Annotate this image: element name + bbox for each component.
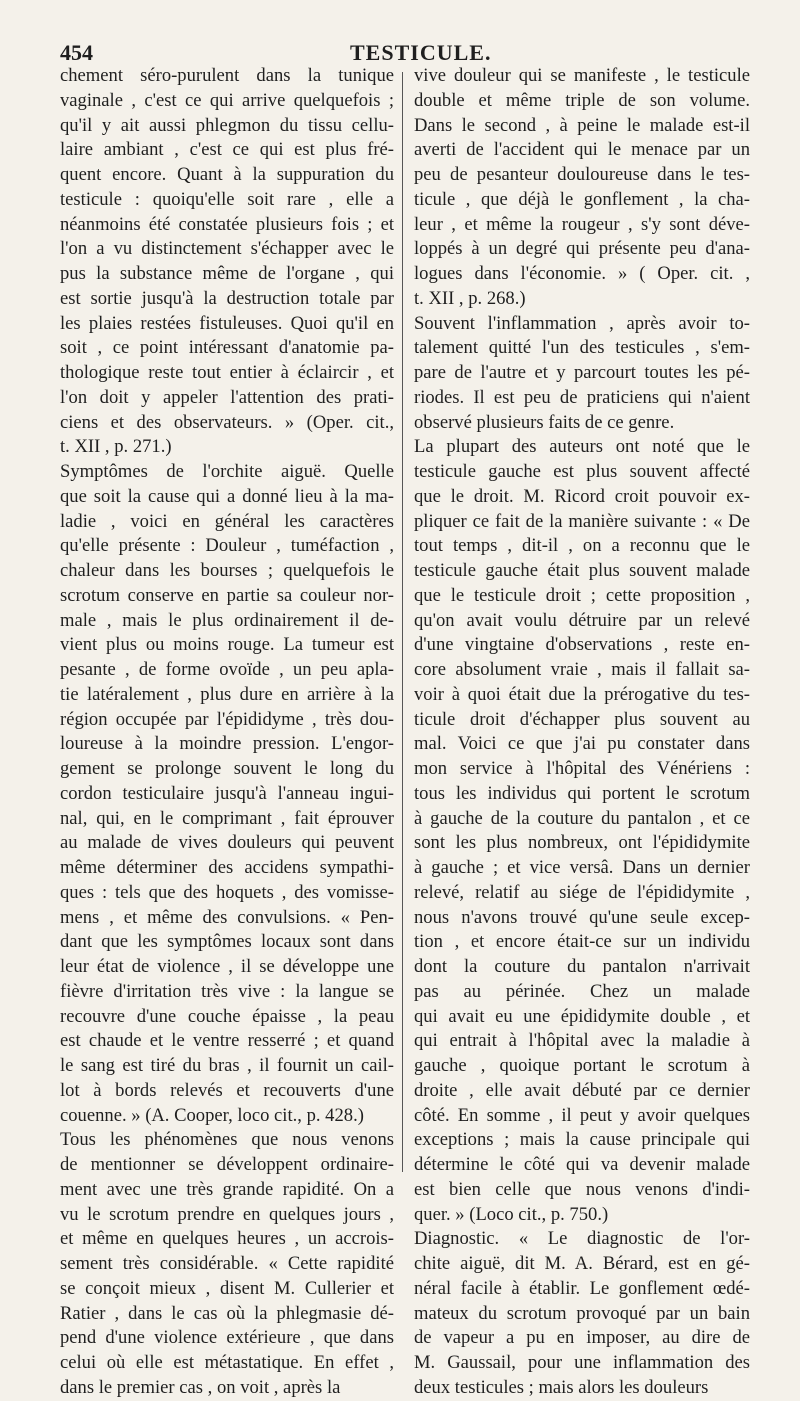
text-line: male , mais le plus ordinairement il de- — [60, 609, 394, 631]
text-line: ques : tels que des hoquets , des vomisse- — [60, 881, 394, 903]
text-line: relevé, relatif au siége de l'épididymite , — [414, 881, 750, 903]
text-line: d'une vingtaine d'observations , reste en- — [414, 634, 750, 656]
text-line: mal. Voici ce que j'ai pu constater dans — [414, 733, 750, 755]
text-line: t. XII , p. 271.) — [60, 436, 172, 458]
column-divider — [402, 72, 403, 1172]
running-title: TESTICULE. — [350, 40, 492, 65]
text-line: soit , ce point intéressant d'anatomie pa- — [60, 337, 394, 359]
text-line: fièvre d'irritation très vive : la langue se — [60, 980, 394, 1002]
text-line: qu'il y ait aussi phlegmon du tissu cellu- — [60, 114, 394, 136]
text-line: M. Gaussail, pour une inflammation des — [414, 1352, 750, 1373]
text-line: peu de pesanteur douloureuse dans le tes- — [414, 164, 750, 185]
text-line: quent encore. Quant à la suppuration du — [60, 164, 394, 185]
text-line: néanmoins été constatée plusieurs fois ; et — [60, 213, 394, 235]
text-line: ciens et des observateurs. » (Oper. cit., — [60, 411, 394, 433]
text-line: Diagnostic. « Le diagnostic de l'or- — [414, 1228, 750, 1250]
text-line: se conçoit mieux , disent M. Cullerier et — [60, 1277, 394, 1299]
text-line: au malade de vives douleurs qui peuvent — [60, 832, 394, 854]
text-line: vive douleur qui se manifeste , le testicule — [414, 65, 750, 86]
text-line: que soit la cause qui a donné lieu à la ma- — [60, 485, 394, 507]
text-line: deux testicules ; mais alors les douleurs — [414, 1376, 709, 1398]
text-line: mateux du scrotum provoqué par un bain — [414, 1302, 750, 1324]
text-line: dant que les symptômes locaux sont dans — [60, 931, 394, 953]
text-line: talement quitté l'un des testicules , s'em- — [414, 337, 750, 359]
text-line: scrotum conserve en partie sa couleur nor- — [60, 584, 394, 606]
text-line: Dans le second , à peine le malade est-il — [414, 114, 750, 136]
text-line: chaleur dans les bourses ; quelquefois le — [60, 560, 394, 581]
text-line: Tous les phénomènes que nous venons — [60, 1129, 394, 1151]
text-line: logues dans l'économie. » ( Oper. cit. , — [414, 263, 750, 284]
text-line: est chaude et le ventre resserré ; et quand — [60, 1030, 394, 1052]
text-line: couenne. » (A. Cooper, loco cit., p. 428.) — [60, 1104, 364, 1126]
text-line: qu'on avait voulu détruire par un relevé — [414, 609, 750, 631]
text-line: La plupart des auteurs ont noté que le — [414, 436, 750, 458]
text-line: qu'elle présente : Douleur , tuméfaction , — [60, 535, 394, 557]
text-line: voir à quoi était due la prérogative du tes- — [414, 683, 750, 705]
text-line: le sang est tiré du bras , il fournit un cail- — [60, 1055, 394, 1076]
text-line: riodes. Il est peu de praticiens qui n'aient — [414, 386, 750, 408]
text-line: nal, qui, en le comprimant , fait éprouver — [60, 807, 394, 829]
text-line: néral facile à établir. Le gonflement œdé- — [414, 1277, 750, 1299]
text-line: tous les individus qui portent le scrotum — [414, 782, 750, 804]
text-line: à gauche de la couture du pantalon , et ce — [414, 807, 750, 829]
text-line: testicule : quoiqu'elle soit rare , elle a — [60, 188, 394, 210]
text-line: droite , elle avait débuté par ce dernier — [414, 1079, 750, 1101]
text-line: chite aiguë, dit M. A. Bérard, est en gé- — [414, 1253, 750, 1274]
text-line: lot à bords relevés et recouverts d'une — [60, 1079, 394, 1101]
text-line: celui où elle est métastatique. En effet , — [60, 1352, 394, 1373]
left-text-column — [60, 64, 394, 1401]
text-line: ment avec une très grande rapidité. On a — [60, 1178, 394, 1200]
text-line: observé plusieurs faits de ce genre. — [414, 411, 675, 433]
text-line: loureuse à la moindre pression. L'engor- — [60, 733, 394, 755]
text-line: pesante , de forme ovoïde , un peu apla- — [60, 659, 394, 680]
text-line: vaginale , c'est ce qui arrive quelquefois ; — [60, 89, 394, 111]
text-line: l'on a vu distinctement s'échapper avec le — [60, 238, 394, 260]
text-line: région occupée par l'épididyme , très dou- — [60, 708, 394, 730]
text-line: et même en quelques heures , un accrois- — [60, 1228, 394, 1250]
text-line: vu le scrotum prendre en quelques jours , — [60, 1203, 394, 1225]
text-line: leur état de violence , il se développe une — [60, 956, 394, 977]
text-line: de vapeur a pu en imposer, au dire de — [414, 1327, 750, 1349]
text-line: les plaies restées fistuleuses. Quoi qu'il en — [60, 312, 394, 334]
text-line: gement se prolonge souvent le long du — [60, 758, 394, 779]
text-line: testicule gauche est plus souvent affecté — [414, 461, 750, 482]
text-line: l'on doit y appeler l'attention des prati- — [60, 386, 394, 408]
text-line: core absolument vraie , mais il fallait sa- — [414, 659, 750, 680]
text-line: que le testicule droit ; cette proposition , — [414, 584, 750, 606]
text-line: mens , et même des convulsions. « Pen- — [60, 906, 394, 928]
text-line: quer. » (Loco cit., p. 750.) — [414, 1203, 609, 1225]
text-line: est sortie jusqu'à la destruction totale par — [60, 287, 394, 309]
text-line: à gauche ; et vice versâ. Dans un dernier — [414, 857, 750, 878]
text-line: cordon testiculaire jusqu'à l'anneau ingui- — [60, 782, 394, 804]
text-line: sont les plus nombreux, ont l'épididymite — [414, 832, 750, 854]
right-text-column — [414, 64, 750, 1401]
text-line: averti de l'accident qui le menace par un — [414, 139, 750, 161]
text-line: Symptômes de l'orchite aiguë. Quelle — [60, 461, 394, 482]
text-line: thologique reste tout entier à éclaircir , et — [60, 362, 394, 383]
text-line: exceptions ; mais la cause principale qui — [414, 1129, 750, 1151]
text-line: ticule , que déjà le gonflement , la cha- — [414, 188, 750, 210]
text-line: côté. En somme , il peut y avoir quelques — [414, 1104, 750, 1126]
text-line: détermine le côté qui va devenir malade — [414, 1154, 750, 1175]
text-line: recouvre d'une couche épaisse , la peau — [60, 1005, 394, 1027]
text-line: dans le premier cas , on voit , après la — [60, 1376, 341, 1398]
text-line: loppés à un degré qui présente peu d'ana- — [414, 238, 750, 260]
text-line: qui avait eu une épididymite double , et — [414, 1005, 750, 1027]
text-line: pend d'une violence extérieure , que dans — [60, 1327, 394, 1349]
text-line: ticule droit d'échapper plus souvent au — [414, 708, 750, 730]
text-line: même déterminer des accidens sympathi- — [60, 857, 394, 878]
text-line: tie latéralement , plus dure en arrière à la — [60, 683, 394, 705]
text-line: pare de l'autre et y parcourt toutes les pé- — [414, 362, 750, 383]
text-line: leur , et même la rougeur , s'y sont déve- — [414, 213, 750, 235]
text-line: Souvent l'inflammation , après avoir to- — [414, 312, 750, 334]
text-line: nous n'avons trouvé qu'une seule excep- — [414, 906, 750, 928]
page-number: 454 — [60, 40, 93, 65]
text-line: sement très considérable. « Cette rapidité — [60, 1253, 394, 1274]
text-line: chement séro-purulent dans la tunique — [60, 65, 394, 86]
text-line: vient plus ou moins rouge. La tumeur est — [60, 634, 394, 656]
text-line: pliquer ce fait de la manière suivante : « De — [414, 510, 750, 532]
text-line: Ratier , dans le cas où la phlegmasie dé- — [60, 1302, 394, 1324]
text-line: tout temps , dit-il , on a reconnu que le — [414, 535, 750, 557]
text-line: gauche , quoique portant le scrotum à — [414, 1055, 750, 1076]
text-line: ladie , voici en général les caractères — [60, 510, 394, 532]
text-line: tion , et encore était-ce sur un individu — [414, 931, 750, 953]
text-line: de mentionner se développent ordinaire- — [60, 1154, 394, 1175]
text-line: mon service à l'hôpital des Vénériens : — [414, 758, 750, 779]
text-line: double et même triple de son volume. — [414, 89, 750, 111]
text-line: que le droit. M. Ricord croit pouvoir ex- — [414, 485, 750, 507]
text-line: testicule gauche était plus souvent malade — [414, 560, 750, 581]
text-line: pas au périnée. Chez un malade — [414, 980, 750, 1002]
text-line: qui entrait à l'hôpital avec la maladie à — [414, 1030, 750, 1052]
text-line: pus la substance même de l'organe , qui — [60, 263, 394, 284]
text-line: laire ambiant , c'est ce qui est plus fré- — [60, 139, 394, 161]
text-line: dont la couture du pantalon n'arrivait — [414, 956, 750, 977]
text-line: t. XII , p. 268.) — [414, 287, 526, 309]
text-line: est bien celle que nous venons d'indi- — [414, 1178, 750, 1200]
